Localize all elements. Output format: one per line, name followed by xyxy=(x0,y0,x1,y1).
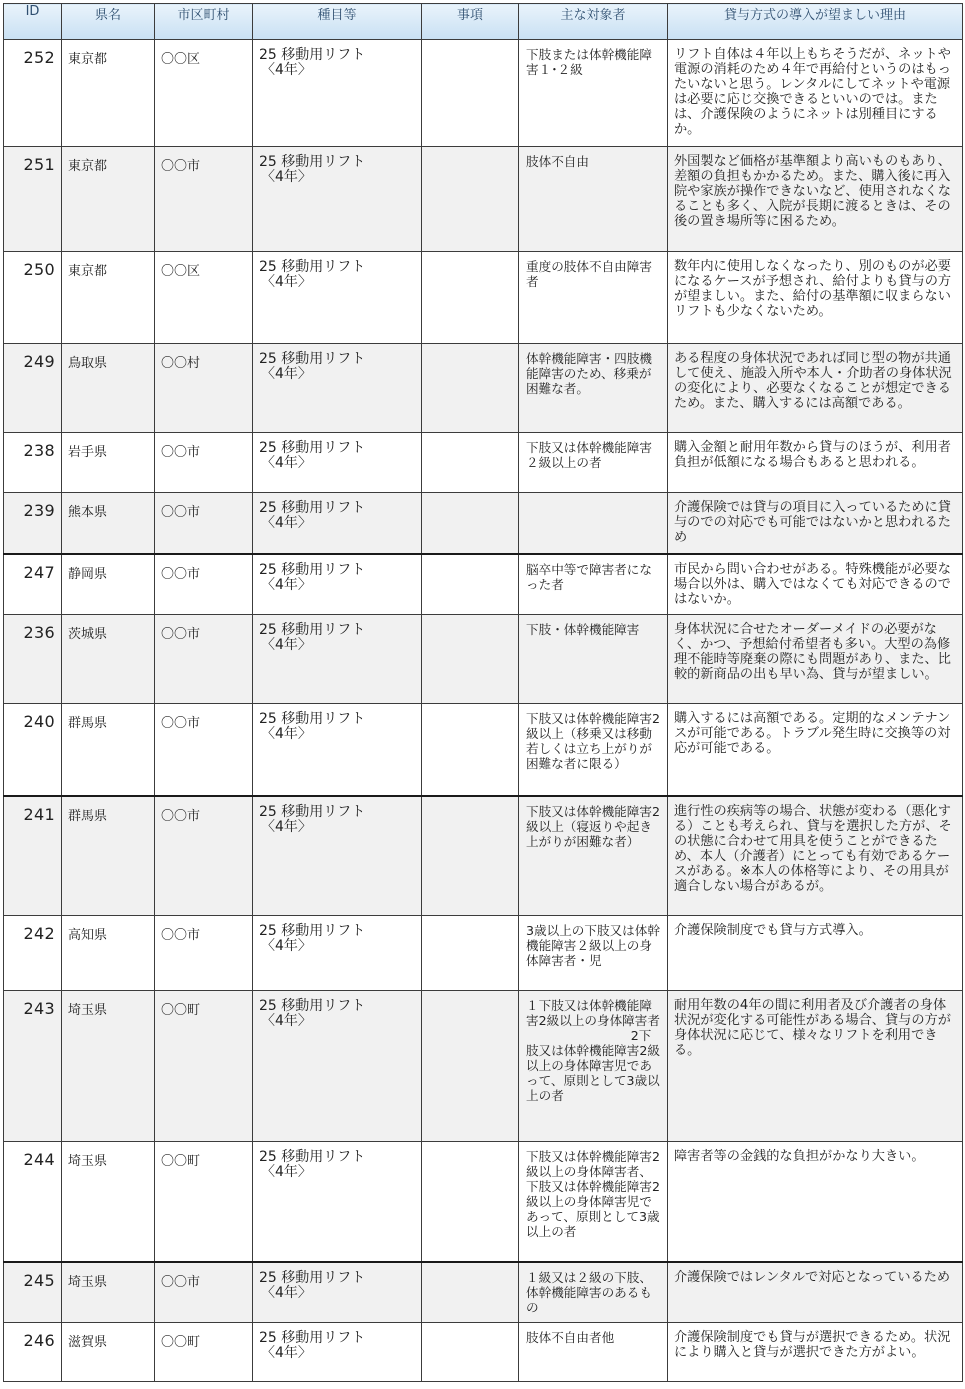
cell-matter xyxy=(422,40,519,147)
cell-prefecture: 茨城県 xyxy=(62,615,155,704)
cell-municipality: 〇〇区 xyxy=(155,252,253,344)
cell-target: 下肢・体幹機能障害 xyxy=(519,615,668,704)
cell-reason: 介護保険ではレンタルで対応となっているため xyxy=(668,1262,963,1323)
cell-prefecture: 群馬県 xyxy=(62,796,155,916)
cell-municipality: 〇〇町 xyxy=(155,1142,253,1262)
cell-prefecture: 滋賀県 xyxy=(62,1323,155,1382)
item-years: 〈4年〉 xyxy=(261,274,312,290)
cell-prefecture: 埼玉県 xyxy=(62,1142,155,1262)
cell-prefecture: 静岡県 xyxy=(62,554,155,615)
cell-id: 252 xyxy=(4,40,62,147)
cell-id: 251 xyxy=(4,147,62,252)
cell-municipality: 〇〇町 xyxy=(155,991,253,1142)
item-years: 〈4年〉 xyxy=(261,1164,312,1180)
table-row xyxy=(4,147,963,252)
cell-matter xyxy=(422,1262,519,1323)
item-years: 〈4年〉 xyxy=(261,455,312,471)
cell-item xyxy=(253,344,422,433)
cell-municipality: 〇〇市 xyxy=(155,147,253,252)
cell-municipality: 〇〇市 xyxy=(155,704,253,796)
cell-matter xyxy=(422,991,519,1142)
cell-id: 245 xyxy=(4,1262,62,1323)
table-row xyxy=(4,344,963,433)
item-name: 25 移動用リフト xyxy=(259,500,366,516)
item-name: 25 移動用リフト xyxy=(259,998,366,1014)
cell-reason: 購入するには高額である。定期的なメンテナンスが可能である。トラブル発生時に交換等の対応が可能である。 xyxy=(668,704,963,796)
cell-target: 肢体不自由者他 xyxy=(519,1323,668,1382)
cell-item xyxy=(253,1323,422,1382)
cell-item xyxy=(253,916,422,991)
cell-target: 肢体不自由 xyxy=(519,147,668,252)
item-years: 〈4年〉 xyxy=(261,1013,312,1029)
cell-reason: 外国製など価格が基準額より高いものもあり、差額の負担もかかるため。また、購入後に再入院や家族が操作できないなど、使用されなくなることも多く、入院が長期に渡るときは、その後の置き場所等に困るため。 xyxy=(668,147,963,252)
item-years: 〈4年〉 xyxy=(261,366,312,382)
cell-matter xyxy=(422,796,519,916)
table-row xyxy=(4,1262,963,1323)
table-row xyxy=(4,493,963,554)
cell-matter xyxy=(422,1323,519,1382)
cell-id: 239 xyxy=(4,493,62,554)
cell-reason: ある程度の身体状況であれば同じ型の物が共通して使え、施設入所や本人・介助者の身体状況の変化により、必要なくなることが想定できるため。また、購入するには高額である。 xyxy=(668,344,963,433)
cell-target xyxy=(519,493,668,554)
header-id: ID xyxy=(4,4,62,40)
cell-id: 247 xyxy=(4,554,62,615)
cell-prefecture: 鳥取県 xyxy=(62,344,155,433)
cell-matter xyxy=(422,704,519,796)
header-target: 主な対象者 xyxy=(519,4,668,40)
table-row xyxy=(4,796,963,916)
item-name: 25 移動用リフト xyxy=(259,803,366,820)
cell-id: 249 xyxy=(4,344,62,433)
cell-item xyxy=(253,704,422,796)
cell-matter xyxy=(422,1142,519,1262)
cell-reason: 購入金額と耐用年数から貸与のほうが、利用者負担が低額になる場合もあると思われる。 xyxy=(668,433,963,493)
cell-item xyxy=(253,40,422,147)
cell-reason: 市民から問い合わせがある。特殊機能が必要な場合以外は、購入ではなくても対応できるのではないか。 xyxy=(668,554,963,615)
cell-municipality: 〇〇市 xyxy=(155,615,253,704)
cell-target: 重度の肢体不自由障害者 xyxy=(519,252,668,344)
item-name: 25 移動用リフト xyxy=(259,923,366,939)
cell-matter xyxy=(422,916,519,991)
cell-reason: 数年内に使用しなくなったり、別のものが必要になるケースが予想され、給付よりも貸与の方が望ましい。また、給付の基準額に収まらないリフトも少なくないため。 xyxy=(668,252,963,344)
cell-item xyxy=(253,493,422,554)
cell-prefecture: 東京都 xyxy=(62,252,155,344)
item-name: 25 移動用リフト xyxy=(259,259,366,275)
cell-prefecture: 群馬県 xyxy=(62,704,155,796)
table-row xyxy=(4,554,963,615)
cell-id: 240 xyxy=(4,704,62,796)
cell-item xyxy=(253,252,422,344)
cell-item xyxy=(253,615,422,704)
item-name: 25 移動用リフト xyxy=(259,1149,366,1165)
cell-prefecture: 東京都 xyxy=(62,40,155,147)
header-reason: 貸与方式の導入が望ましい理由 xyxy=(668,4,963,40)
item-name: 25 移動用リフト xyxy=(259,154,366,170)
cell-item xyxy=(253,1142,422,1262)
table-row xyxy=(4,615,963,704)
cell-id: 236 xyxy=(4,615,62,704)
cell-target: 下肢又は体幹機能障害2級以上の身体障害者、下肢又は体幹機能障害2級以上の身体障害児であって、原則として3歳以上の者 xyxy=(519,1142,668,1262)
cell-reason: 介護保険制度でも貸与が選択できるため。状況により購入と貸与が選択できた方がよい。 xyxy=(668,1323,963,1382)
lift-rental-table xyxy=(3,3,963,1382)
cell-id: 242 xyxy=(4,916,62,991)
item-years: 〈4年〉 xyxy=(261,1284,312,1301)
cell-item xyxy=(253,796,422,916)
item-years: 〈4年〉 xyxy=(261,169,312,185)
cell-municipality: 〇〇市 xyxy=(155,796,253,916)
cell-target: １下肢又は体幹機能障害2級以上の身体障害者 2下肢又は体幹機能障害2級以上の身体障害児であって、原則として3歳以上の者 xyxy=(519,991,668,1142)
item-name: 25 移動用リフト xyxy=(259,622,366,638)
cell-matter xyxy=(422,433,519,493)
table-row xyxy=(4,433,963,493)
cell-matter xyxy=(422,147,519,252)
item-name: 25 移動用リフト xyxy=(259,1269,366,1286)
header-municipality: 市区町村 xyxy=(155,4,253,40)
cell-prefecture: 埼玉県 xyxy=(62,991,155,1142)
cell-municipality: 〇〇市 xyxy=(155,433,253,493)
cell-prefecture: 東京都 xyxy=(62,147,155,252)
cell-municipality: 〇〇市 xyxy=(155,1262,253,1323)
table-row xyxy=(4,704,963,796)
cell-matter xyxy=(422,554,519,615)
cell-id: 243 xyxy=(4,991,62,1142)
table-row xyxy=(4,991,963,1142)
item-years: 〈4年〉 xyxy=(261,938,312,954)
cell-target: 下肢又は体幹機能障害2級以上（寝返りや起き上がりが困難な者） xyxy=(519,796,668,916)
cell-municipality: 〇〇町 xyxy=(155,1323,253,1382)
cell-id: 241 xyxy=(4,796,62,916)
cell-municipality: 〇〇市 xyxy=(155,493,253,554)
cell-item xyxy=(253,1262,422,1323)
table-row xyxy=(4,916,963,991)
cell-matter xyxy=(422,252,519,344)
cell-prefecture: 熊本県 xyxy=(62,493,155,554)
document-table-sheet xyxy=(3,3,962,1382)
item-years: 〈4年〉 xyxy=(261,515,312,531)
cell-municipality: 〇〇区 xyxy=(155,40,253,147)
cell-prefecture: 岩手県 xyxy=(62,433,155,493)
table-header-row xyxy=(4,4,963,40)
cell-id: 246 xyxy=(4,1323,62,1382)
cell-target: １級又は２級の下肢、体幹機能障害のあるもの xyxy=(519,1262,668,1323)
item-name: 25 移動用リフト xyxy=(259,351,366,367)
cell-target: 下肢又は体幹機能障害２級以上の者 xyxy=(519,433,668,493)
item-years: 〈4年〉 xyxy=(261,818,312,835)
table-row xyxy=(4,40,963,147)
cell-municipality: 〇〇市 xyxy=(155,916,253,991)
cell-item xyxy=(253,147,422,252)
cell-prefecture: 高知県 xyxy=(62,916,155,991)
header-prefecture: 県名 xyxy=(62,4,155,40)
cell-id: 244 xyxy=(4,1142,62,1262)
cell-reason: 介護保険制度でも貸与方式導入。 xyxy=(668,916,963,991)
cell-target: 脳卒中等で障害者になった者 xyxy=(519,554,668,615)
item-years: 〈4年〉 xyxy=(261,637,312,653)
item-years: 〈4年〉 xyxy=(261,576,312,593)
cell-target: 3歳以上の下肢又は体幹機能障害２級以上の身体障害者・児 xyxy=(519,916,668,991)
cell-target: 体幹機能障害・四肢機能障害のため、移乗が困難な者。 xyxy=(519,344,668,433)
cell-item xyxy=(253,554,422,615)
item-years: 〈4年〉 xyxy=(261,62,312,78)
item-years: 〈4年〉 xyxy=(261,1345,312,1361)
cell-id: 238 xyxy=(4,433,62,493)
cell-target: 下肢又は体幹機能障害2級以上（移乗又は移動若しくは立ち上がりが困難な者に限る） xyxy=(519,704,668,796)
cell-reason: 耐用年数の4年の間に利用者及び介護者の身体状況が変化する可能性がある場合、貸与の方が身体状況に応じて、様々なリフトを利用できる。 xyxy=(668,991,963,1142)
cell-matter xyxy=(422,344,519,433)
cell-item xyxy=(253,433,422,493)
item-years: 〈4年〉 xyxy=(261,726,312,742)
cell-matter xyxy=(422,493,519,554)
cell-matter xyxy=(422,615,519,704)
cell-reason: 障害者等の金銭的な負担がかなり大きい。 xyxy=(668,1142,963,1262)
cell-reason: 身体状況に合せたオーダーメイドの必要がなく、かつ、予想給付希望者も多い。大型の為修理不能時等廃棄の際にも問題があり、また、比較的新商品の出も早い為、貸与が望ましい。 xyxy=(668,615,963,704)
table-row xyxy=(4,1142,963,1262)
cell-reason: 介護保険では貸与の項目に入っているために貸与のでの対応でも可能ではないかと思われるため xyxy=(668,493,963,554)
cell-reason: リフト自体は４年以上もちそうだが、ネットや電源の消耗のため４年で再給付というのはもったいないと思う。レンタルにしてネットや電源は必要に応じ交換できるといいのでは。または、介護保険のようにネットは別種目にするか。 xyxy=(668,40,963,147)
item-name: 25 移動用リフト xyxy=(259,47,366,63)
cell-target: 下肢または体幹機能障害１･２級 xyxy=(519,40,668,147)
item-name: 25 移動用リフト xyxy=(259,561,366,578)
item-name: 25 移動用リフト xyxy=(259,711,366,727)
header-item: 種目等 xyxy=(253,4,422,40)
cell-id: 250 xyxy=(4,252,62,344)
table-row xyxy=(4,1323,963,1382)
item-name: 25 移動用リフト xyxy=(259,440,366,456)
cell-prefecture: 埼玉県 xyxy=(62,1262,155,1323)
cell-municipality: 〇〇村 xyxy=(155,344,253,433)
item-name: 25 移動用リフト xyxy=(259,1330,366,1346)
header-matter: 事項 xyxy=(422,4,519,40)
cell-reason: 進行性の疾病等の場合、状態が変わる（悪化する）ことも考えられ、貸与を選択した方が、その状態に合わせて用具を使うことができるため、本人（介護者）にとっても有効であるケースがある。※本人の体格等により、その用具が適合しない場合があるが。 xyxy=(668,796,963,916)
table-row xyxy=(4,252,963,344)
cell-municipality: 〇〇市 xyxy=(155,554,253,615)
cell-item xyxy=(253,991,422,1142)
